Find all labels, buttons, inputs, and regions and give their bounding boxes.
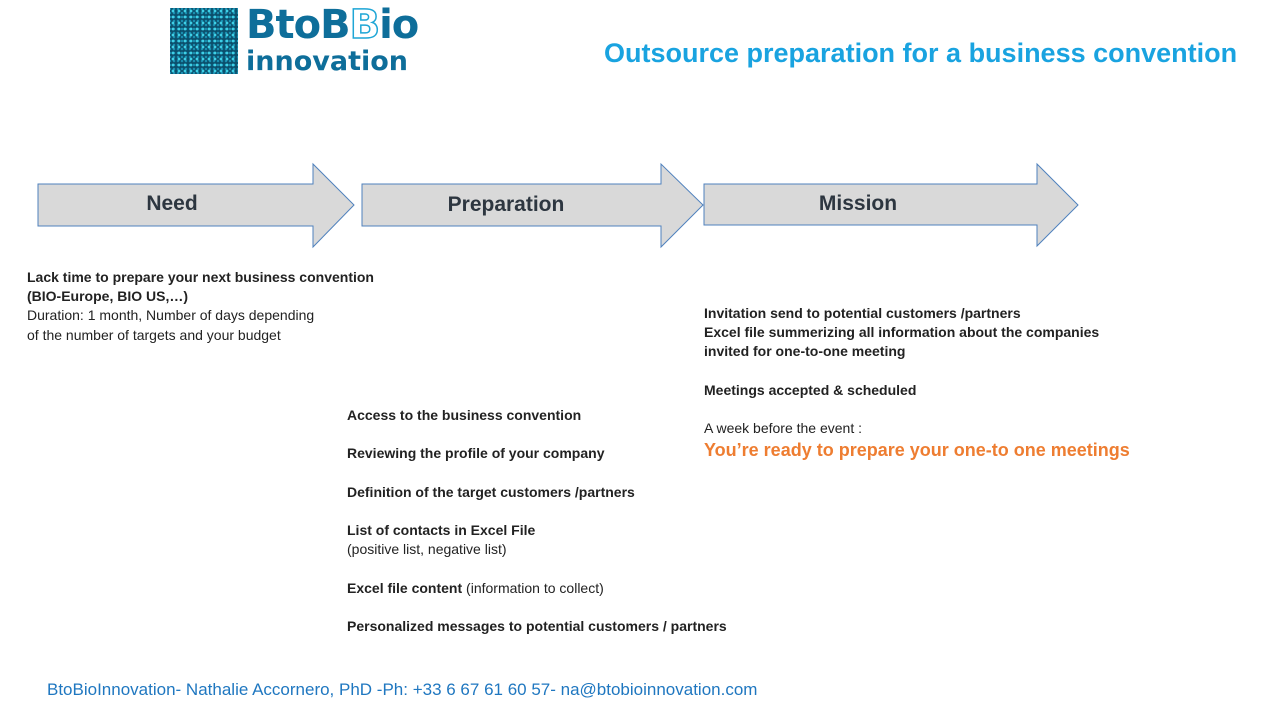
prep-item-contacts: List of contacts in Excel File xyxy=(347,522,536,538)
step-mission-label: Mission xyxy=(818,192,898,215)
mission-highlight: You’re ready to prepare your one-to one meetings xyxy=(704,440,1130,460)
process-arrows xyxy=(0,0,1280,300)
logo-text-bottom: innovation xyxy=(246,46,408,77)
mission-line-invitation: Invitation send to potential customers /partners xyxy=(704,305,1021,321)
page-title: Outsource preparation for a business convention xyxy=(604,38,1238,68)
prep-item-excel-label: Excel file content xyxy=(347,580,463,596)
prep-item-excel-note: (information to collect) xyxy=(462,580,604,596)
prep-item-access: Access to the business convention xyxy=(347,407,582,423)
step-need-label: Need xyxy=(146,192,198,215)
step-preparation-label: Preparation xyxy=(447,193,565,216)
prep-item-profile: Reviewing the profile of your company xyxy=(347,445,605,461)
logo-text-top: BtoBBio xyxy=(246,2,419,48)
prep-item-targets: Definition of the target customers /partners xyxy=(347,484,635,500)
mission-line-meetings: Meetings accepted & scheduled xyxy=(704,382,917,398)
mission-line-week-before: A week before the event : xyxy=(704,420,862,436)
need-heading-line2: (BIO-Europe, BIO US,…) xyxy=(27,288,188,304)
prep-item-excel xyxy=(347,579,604,598)
footer-contact: BtoBioInnovation- Nathalie Accornero, PhD -Ph: +33 6 67 61 60 57- na@btobioinnovation.com xyxy=(47,680,758,699)
need-duration-line2: of the number of targets and your budget xyxy=(27,327,281,343)
prep-item-messages: Personalized messages to potential customers / partners xyxy=(347,618,727,634)
prep-item-contacts-sub: (positive list, negative list) xyxy=(347,541,507,557)
mission-line-invited: invited for one-to-one meeting xyxy=(704,343,906,359)
mission-line-excel: Excel file summerizing all information about the companies xyxy=(704,324,1100,340)
need-duration-line1: Duration: 1 month, Number of days depending xyxy=(27,307,315,323)
need-heading-line1: Lack time to prepare your next business convention xyxy=(27,269,374,285)
